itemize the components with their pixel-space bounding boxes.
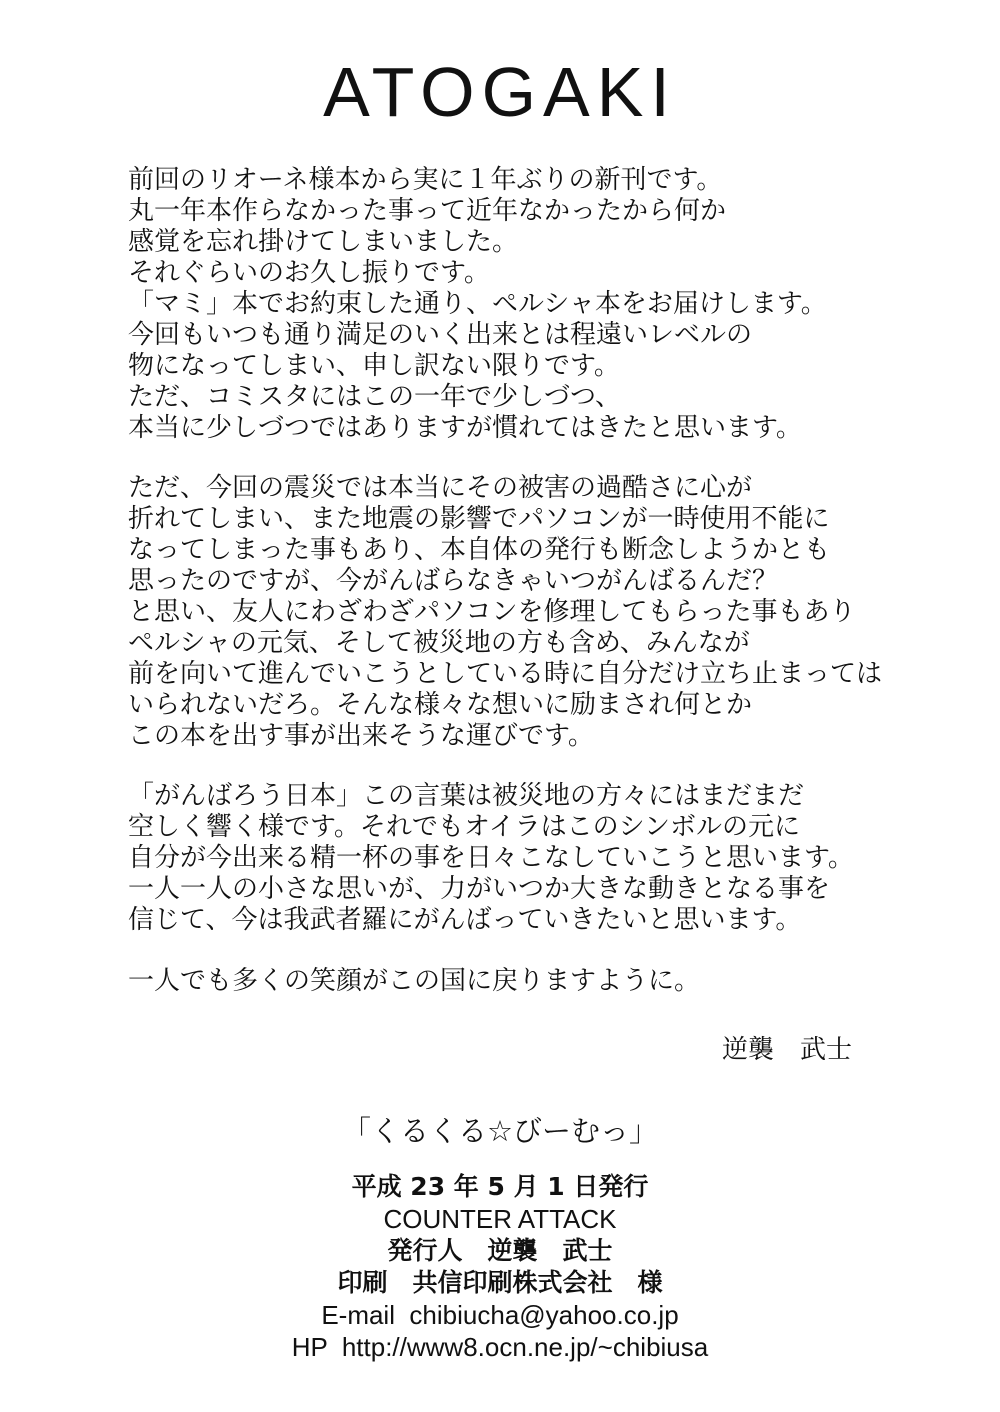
text-line: いられないだろ。そんな様々な想いに励まされ何とか bbox=[128, 690, 753, 720]
text-line: 物になってしまい、申し訳ない限りです。 bbox=[128, 351, 620, 381]
paragraph-2 bbox=[128, 473, 882, 752]
text-line: 前回のリオーネ様本から実に１年ぶりの新刊です。 bbox=[128, 165, 723, 195]
publication-date: 平成 23 年 5 月 1 日発行 bbox=[351, 1172, 649, 1201]
text-line: 前を向いて進んでいこうとしている時に自分だけ立ち止まっては bbox=[128, 659, 883, 689]
book-title: 「くるくる☆びーむっ」 bbox=[342, 1114, 658, 1148]
email-contact: E-mail chibiucha@yahoo.co.jp bbox=[321, 1300, 679, 1330]
text-line: 一人一人の小さな思いが、力がいつか大きな動きとなる事を bbox=[128, 874, 831, 904]
text-line: 「マミ」本でお約束した通り、ペルシャ本をお届けします。 bbox=[128, 289, 827, 319]
text-line: それぐらいのお久し振りです。 bbox=[128, 258, 490, 288]
paragraph-4 bbox=[128, 966, 700, 997]
text-line: 自分が今出来る精一杯の事を日々こなしていこうと思います。 bbox=[128, 843, 854, 873]
circle-name: COUNTER ATTACK bbox=[383, 1204, 617, 1234]
text-line: 「がんばろう日本」この言葉は被災地の方々にはまだまだ bbox=[128, 781, 805, 811]
page-title: ATOGAKI bbox=[323, 53, 677, 131]
text-line: 本当に少しづつではありますが慣れてはきたと思います。 bbox=[128, 413, 802, 443]
text-line: 空しく響く様です。それでもオイラはこのシンボルの元に bbox=[128, 812, 800, 842]
text-line: と思い、友人にわざわざパソコンを修理してもらった事もあり bbox=[128, 597, 856, 627]
publisher: 発行人 逆襲 武士 bbox=[387, 1236, 613, 1265]
text-line: 折れてしまい、また地震の影響でパソコンが一時使用不能に bbox=[128, 504, 830, 534]
paragraph-1 bbox=[128, 165, 827, 444]
text-line: 信じて、今は我武者羅にがんばっていきたいと思います。 bbox=[128, 905, 802, 935]
homepage-url: HP http://www8.ocn.ne.jp/~chibiusa bbox=[291, 1332, 709, 1362]
paragraph-3 bbox=[128, 781, 854, 936]
text-line: ただ、コミスタにはこの一年で少しづつ、 bbox=[128, 382, 621, 412]
text-line: 感覚を忘れ掛けてしまいました。 bbox=[128, 227, 519, 257]
text-line: ペルシャの元気、そして被災地の方も含め、みんなが bbox=[128, 628, 750, 658]
printer: 印刷 共信印刷株式会社 様 bbox=[337, 1268, 663, 1297]
text-line: なってしまった事もあり、本自体の発行も断念しようかとも bbox=[128, 535, 831, 565]
text-line: 丸一年本作らなかった事って近年なかったから何か bbox=[128, 196, 727, 226]
text-line: 今回もいつも通り満足のいく出来とは程遠いレベルの bbox=[128, 320, 753, 350]
text-line: この本を出す事が出来そうな運びです。 bbox=[128, 721, 594, 751]
text-line: ただ、今回の震災では本当にその被害の過酷さに心が bbox=[128, 473, 753, 503]
author-signature: 逆襲 武士 bbox=[722, 1035, 853, 1065]
text-line: 思ったのですが、今がんばらなきゃいつがんばるんだ？ bbox=[128, 566, 779, 596]
colophon bbox=[0, 1171, 1000, 1363]
text-line: 一人でも多くの笑顔がこの国に戻りますように。 bbox=[128, 966, 701, 996]
